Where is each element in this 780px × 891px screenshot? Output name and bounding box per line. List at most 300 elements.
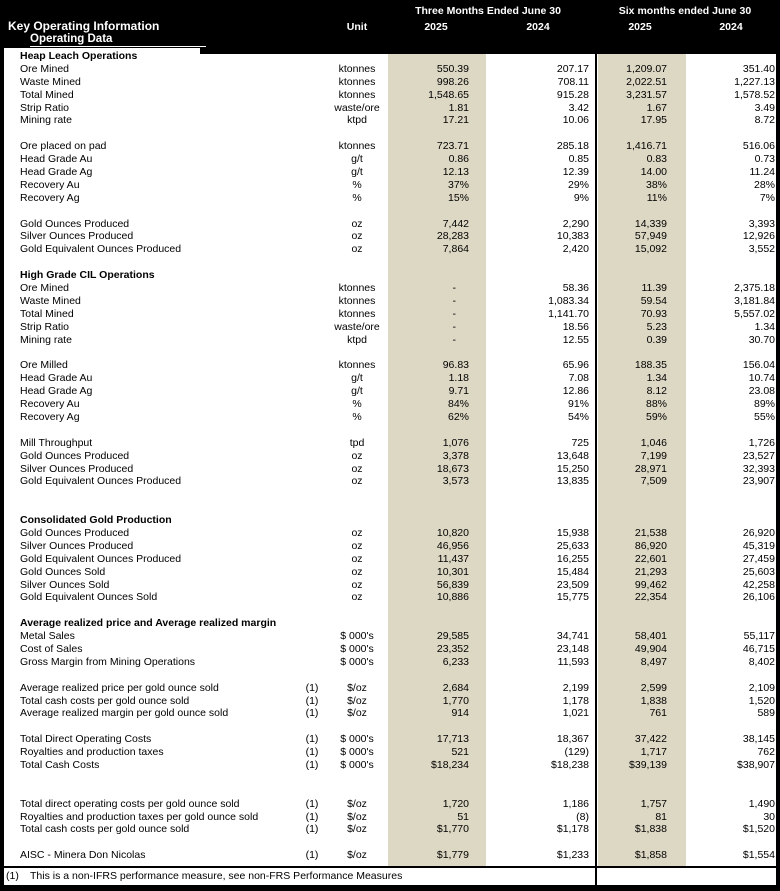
row-footnote-ref [296,475,328,488]
row-value: 2,109 [748,681,775,694]
col-header-6mo-2024: 2024 [719,21,743,33]
row-label: Waste Mined [20,75,81,88]
row-value: 49,904 [634,642,667,655]
table-row [4,463,776,476]
row-value: 46,715 [742,642,775,655]
row-value: 2,290 [562,217,589,230]
row-value: 285.18 [556,140,589,153]
row-unit: % [352,410,362,423]
row-label: Ore Milled [20,359,68,372]
row-value: 6,233 [442,655,469,668]
spacer-row [4,488,776,501]
table-row [4,179,776,192]
row-unit: oz [351,552,363,565]
row-footnote-ref [296,295,328,308]
row-value: 58.36 [562,282,589,295]
row-label: Silver Ounces Produced [20,462,134,475]
table-row [4,527,776,540]
row-value: 91% [567,398,589,411]
section-title: Consolidated Gold Production [20,514,172,527]
row-value: 1,178 [562,694,589,707]
spacer-row [4,205,776,218]
table-row [4,372,776,385]
table-row [4,102,776,115]
table-row [4,798,776,811]
row-footnote-ref [296,527,328,540]
row-value: 12.39 [562,166,589,179]
page-title: Key Operating Information [8,19,160,33]
table-body [4,48,776,885]
row-footnote-ref [296,463,328,476]
table-row [4,707,776,720]
row-value: 15% [447,191,469,204]
row-unit: % [352,178,362,191]
row-value: 10.06 [562,114,589,127]
row-unit: oz [351,565,363,578]
row-value: 914 [451,707,469,720]
row-value: 28,283 [436,230,469,243]
section-header-row [4,269,776,282]
row-value: 11,593 [557,655,589,668]
row-footnote-ref: (1) [305,707,319,720]
row-unit: oz [351,526,363,539]
row-label: Total cash costs per gold ounce sold [20,823,190,836]
row-unit: % [352,191,362,204]
row-value: $1,233 [556,849,589,862]
row-footnote-ref [296,566,328,579]
spacer-row [4,604,776,617]
row-unit: $/oz [347,797,367,810]
row-value: 21,538 [634,526,667,539]
row-value: 26,106 [742,591,775,604]
spacer-row [4,772,776,785]
row-value: 58,401 [634,630,667,643]
row-value: 34,741 [556,630,589,643]
row-value: 25,603 [742,565,775,578]
row-value: 25,633 [556,539,589,552]
row-label: Total Cash Costs [20,758,100,771]
table-row [4,63,776,76]
row-value: - [452,320,456,333]
row-value: 1,770 [442,694,469,707]
row-value: $1,554 [742,849,775,862]
row-value: 88% [645,398,667,411]
row-value: 70.93 [640,307,667,320]
row-label: Gross Margin from Mining Operations [20,655,196,668]
spacer-row [4,424,776,437]
section-title: Average realized price and Average realized margin [20,617,277,630]
row-value: 16,255 [556,552,589,565]
row-value: 550.39 [436,62,469,75]
row-value: $38,907 [737,758,775,771]
row-value: 1,757 [640,797,667,810]
row-value: 15,250 [556,462,589,475]
row-value: 14,339 [634,217,667,230]
row-value: 57,949 [634,230,667,243]
row-footnote-ref [296,166,328,179]
row-value: 62% [447,410,469,423]
row-label: Metal Sales [20,630,75,643]
row-label: Total Direct Operating Costs [20,733,152,746]
row-value: 38,145 [742,733,775,746]
row-footnote-ref [296,334,328,347]
row-value: 8.72 [754,114,775,127]
row-value: 11.24 [749,166,775,179]
row-value: 37% [447,178,469,191]
table-row [4,385,776,398]
row-label: Head Grade Ag [20,166,93,179]
row-label: Average realized margin per gold ounce sold [20,707,229,720]
spacer-row [4,127,776,140]
row-unit: g/t [351,385,363,398]
table-row [4,437,776,450]
row-label: Head Grade Au [20,372,93,385]
row-value: 1.18 [448,372,469,385]
row-value: 9% [573,191,589,204]
row-value: $1,770 [436,823,469,836]
row-value: 3,573 [442,475,469,488]
row-value: 51 [457,810,469,823]
section-title: Heap Leach Operations [20,50,138,62]
row-value: 56,839 [436,578,469,591]
row-value: 7% [759,191,775,204]
row-value: 156.04 [742,359,775,372]
spacer-row [4,501,776,514]
row-value: 55% [753,410,775,423]
row-value: 1.81 [448,101,469,114]
row-value: - [452,294,456,307]
row-label: Mining rate [20,333,72,346]
row-value: 10,820 [436,526,469,539]
row-value: 11% [646,191,667,204]
row-value: 15,775 [556,591,589,604]
row-value: 1,083.34 [548,294,589,307]
row-value: 30.70 [748,333,775,346]
col-header-3mo-2025: 2025 [424,21,448,33]
row-unit: $/oz [347,707,367,720]
table-row [4,733,776,746]
row-value: 589 [757,707,775,720]
row-footnote-ref [296,282,328,295]
row-unit: ktonnes [338,88,376,101]
row-footnote-ref: (1) [305,849,319,862]
row-footnote-ref [296,63,328,76]
row-value: 11.39 [641,282,667,295]
row-unit: oz [351,230,363,243]
table-row [4,566,776,579]
row-label: Royalties and production taxes per gold ounce sold [20,810,259,823]
row-unit: $ 000's [340,733,374,746]
table-row [4,540,776,553]
row-value: 3,181.84 [734,294,775,307]
row-value: 11,437 [437,552,469,565]
table-row [4,630,776,643]
row-value: 17.95 [640,114,667,127]
row-label: Gold Equivalent Ounces Produced [20,552,182,565]
table-row [4,811,776,824]
table-row [4,334,776,347]
table-row [4,76,776,89]
row-unit: oz [351,591,363,604]
row-value: 0.86 [448,153,469,166]
row-value: 17.21 [442,114,469,127]
row-value: (129) [564,746,589,759]
row-label: Total cash costs per gold ounce sold [20,694,190,707]
row-footnote-ref [296,643,328,656]
row-value: 207.17 [556,62,589,75]
row-value: 55,117 [743,630,775,643]
row-value: 14.00 [640,166,667,179]
row-value: 0.39 [646,333,667,346]
row-value: 7,864 [442,243,469,256]
row-value: 5.23 [646,320,667,333]
row-footnote-ref [296,89,328,102]
table-row [4,475,776,488]
report-header [0,0,780,48]
row-unit: oz [351,462,363,475]
row-label: Head Grade Au [20,153,93,166]
table-row [4,282,776,295]
row-value: $1,779 [436,849,469,862]
row-label: Ore Mined [20,282,70,295]
row-value: $39,139 [629,758,667,771]
table-row [4,321,776,334]
row-value: 0.83 [646,153,667,166]
table-row [4,89,776,102]
table-row [4,308,776,321]
row-label: Total Mined [20,307,74,320]
row-value: 96.83 [442,359,469,372]
row-value: 1,227.13 [734,75,775,88]
table-row [4,682,776,695]
row-unit: ktonnes [338,75,376,88]
row-value: 1,076 [442,436,469,449]
row-footnote-ref [296,385,328,398]
row-value: 23,509 [556,578,589,591]
row-label: Recovery Ag [20,410,80,423]
row-footnote-ref [296,243,328,256]
spacer-row [4,720,776,733]
section-header-row [4,514,776,527]
table-row [4,746,776,759]
row-unit: g/t [351,166,363,179]
row-label: Silver Ounces Produced [20,539,134,552]
row-unit: waste/ore [334,101,380,114]
spacer-row [4,836,776,849]
table-row [4,398,776,411]
row-footnote-ref [296,630,328,643]
row-value: 7,442 [442,217,469,230]
col-header-6mo-2025: 2025 [628,21,652,33]
row-value: 7,199 [640,449,667,462]
row-label: Ore placed on pad [20,140,107,153]
row-value: (8) [576,810,589,823]
row-value: 0.85 [568,153,589,166]
row-label: Recovery Au [20,398,80,411]
row-value: 28,971 [634,462,667,475]
row-footnote-ref [296,540,328,553]
row-footnote-ref [296,411,328,424]
row-value: 3,231.57 [626,88,667,101]
row-footnote-ref [296,102,328,115]
row-value: 21,293 [634,565,667,578]
row-unit: ktonnes [338,359,376,372]
row-footnote-ref [296,230,328,243]
column-group-three-months: Three Months Ended June 30 [415,5,561,17]
row-value: 2,199 [562,681,589,694]
spacer-row [4,785,776,798]
row-value: 9.71 [448,385,469,398]
row-footnote-ref: (1) [305,681,319,694]
row-value: 8,497 [640,655,667,668]
row-footnote-ref [296,372,328,385]
row-value: 915.28 [556,88,589,101]
table-row [4,759,776,772]
table-row [4,218,776,231]
row-value: 86,920 [634,539,667,552]
row-value: 10.74 [748,372,775,385]
footnote-marker: (1) [6,870,19,882]
row-value: 1.34 [754,320,775,333]
row-footnote-ref: (1) [305,797,319,810]
row-value: 12.55 [562,333,589,346]
row-unit: $ 000's [340,655,374,668]
row-value: 7.08 [568,372,589,385]
row-footnote-ref [296,398,328,411]
row-footnote-ref: (1) [305,758,319,771]
row-value: 708.11 [557,75,589,88]
table-row [4,591,776,604]
row-footnote-ref [296,656,328,669]
row-value: 1,416.71 [626,140,667,153]
row-value: $18,238 [551,758,589,771]
row-value: 1,141.70 [548,307,589,320]
row-unit: ktpd [347,333,367,346]
row-value: 1.67 [646,101,667,114]
row-unit: $/oz [347,810,367,823]
row-value: 23,527 [742,449,775,462]
row-value: 3,393 [748,217,775,230]
row-unit: g/t [351,372,363,385]
row-value: 18,673 [436,462,469,475]
row-value: 13,835 [556,475,589,488]
table-row [4,695,776,708]
row-label: Strip Ratio [20,101,70,114]
row-value: 84% [447,398,469,411]
row-value: 12,926 [742,230,775,243]
row-value: 2,375.18 [734,282,775,295]
row-value: - [452,282,456,295]
unit-column-header: Unit [346,21,368,33]
row-value: 8,402 [748,655,775,668]
row-value: 15,938 [556,526,589,539]
row-label: Recovery Ag [20,191,80,204]
row-unit: ktonnes [338,62,376,75]
row-label: Gold Ounces Sold [20,565,106,578]
row-label: Gold Equivalent Ounces Produced [20,243,182,256]
row-value: 3,552 [748,243,775,256]
row-unit: tpd [349,436,365,449]
table-row [4,114,776,127]
row-value: 45,319 [742,539,775,552]
spacer-row [4,256,776,269]
row-value: 1,490 [748,797,775,810]
row-value: 23,352 [436,642,469,655]
footnote [4,866,776,885]
row-label: Gold Equivalent Ounces Sold [20,591,158,604]
row-value: 81 [655,810,667,823]
footnote-text: This is a non-IFRS performance measure, see non-FRS Performance Measures [30,870,403,882]
row-value: 13,648 [556,449,589,462]
row-value: - [452,307,456,320]
row-footnote-ref [296,192,328,205]
row-value: 46,956 [436,539,469,552]
row-label: Ore Mined [20,62,70,75]
row-value: 29% [567,178,589,191]
row-value: 2,684 [442,681,469,694]
row-value: 1,046 [640,436,667,449]
row-unit: $/oz [347,849,367,862]
row-unit: $ 000's [340,746,374,759]
row-value: 26,920 [742,526,775,539]
row-value: 2,420 [562,243,589,256]
row-value: 59.54 [640,294,667,307]
table-row [4,849,776,862]
row-label: Cost of Sales [20,642,83,655]
row-value: 18.56 [562,320,589,333]
row-value: 1,578.52 [734,88,775,101]
row-unit: oz [351,475,363,488]
header-extension-strip [200,48,776,54]
row-value: 23,907 [742,475,775,488]
row-label: Gold Equivalent Ounces Produced [20,475,182,488]
row-label: Total direct operating costs per gold ounce sold [20,797,240,810]
row-value: $18,234 [431,758,469,771]
row-value: 27,459 [742,552,775,565]
row-label: Waste Mined [20,294,81,307]
section-title: High Grade CIL Operations [20,269,155,282]
row-value: 18,367 [556,733,589,746]
spacer-row [4,346,776,359]
row-value: 5,557.02 [734,307,775,320]
table-row [4,295,776,308]
row-footnote-ref [296,140,328,153]
row-value: 32,393 [742,462,775,475]
row-value: 521 [451,746,469,759]
row-footnote-ref [296,579,328,592]
row-value: 30 [763,810,775,823]
row-value: 15,484 [556,565,589,578]
row-footnote-ref: (1) [305,733,319,746]
row-value: 10,886 [436,591,469,604]
row-footnote-ref: (1) [305,823,319,836]
spacer-row [4,669,776,682]
table-row [4,553,776,566]
row-footnote-ref [296,153,328,166]
row-unit: waste/ore [334,320,380,333]
row-label: Gold Ounces Produced [20,217,130,230]
table-row [4,140,776,153]
row-value: 0.73 [754,153,775,166]
page-subtitle: Operating Data [30,33,206,47]
row-label: Average realized price per gold ounce sold [20,681,219,694]
row-footnote-ref: (1) [305,810,319,823]
table-row [4,656,776,669]
row-value: 1,838 [640,694,667,707]
row-label: Royalties and production taxes [20,746,164,759]
row-value: 29,585 [436,630,469,643]
row-value: 516.06 [742,140,775,153]
